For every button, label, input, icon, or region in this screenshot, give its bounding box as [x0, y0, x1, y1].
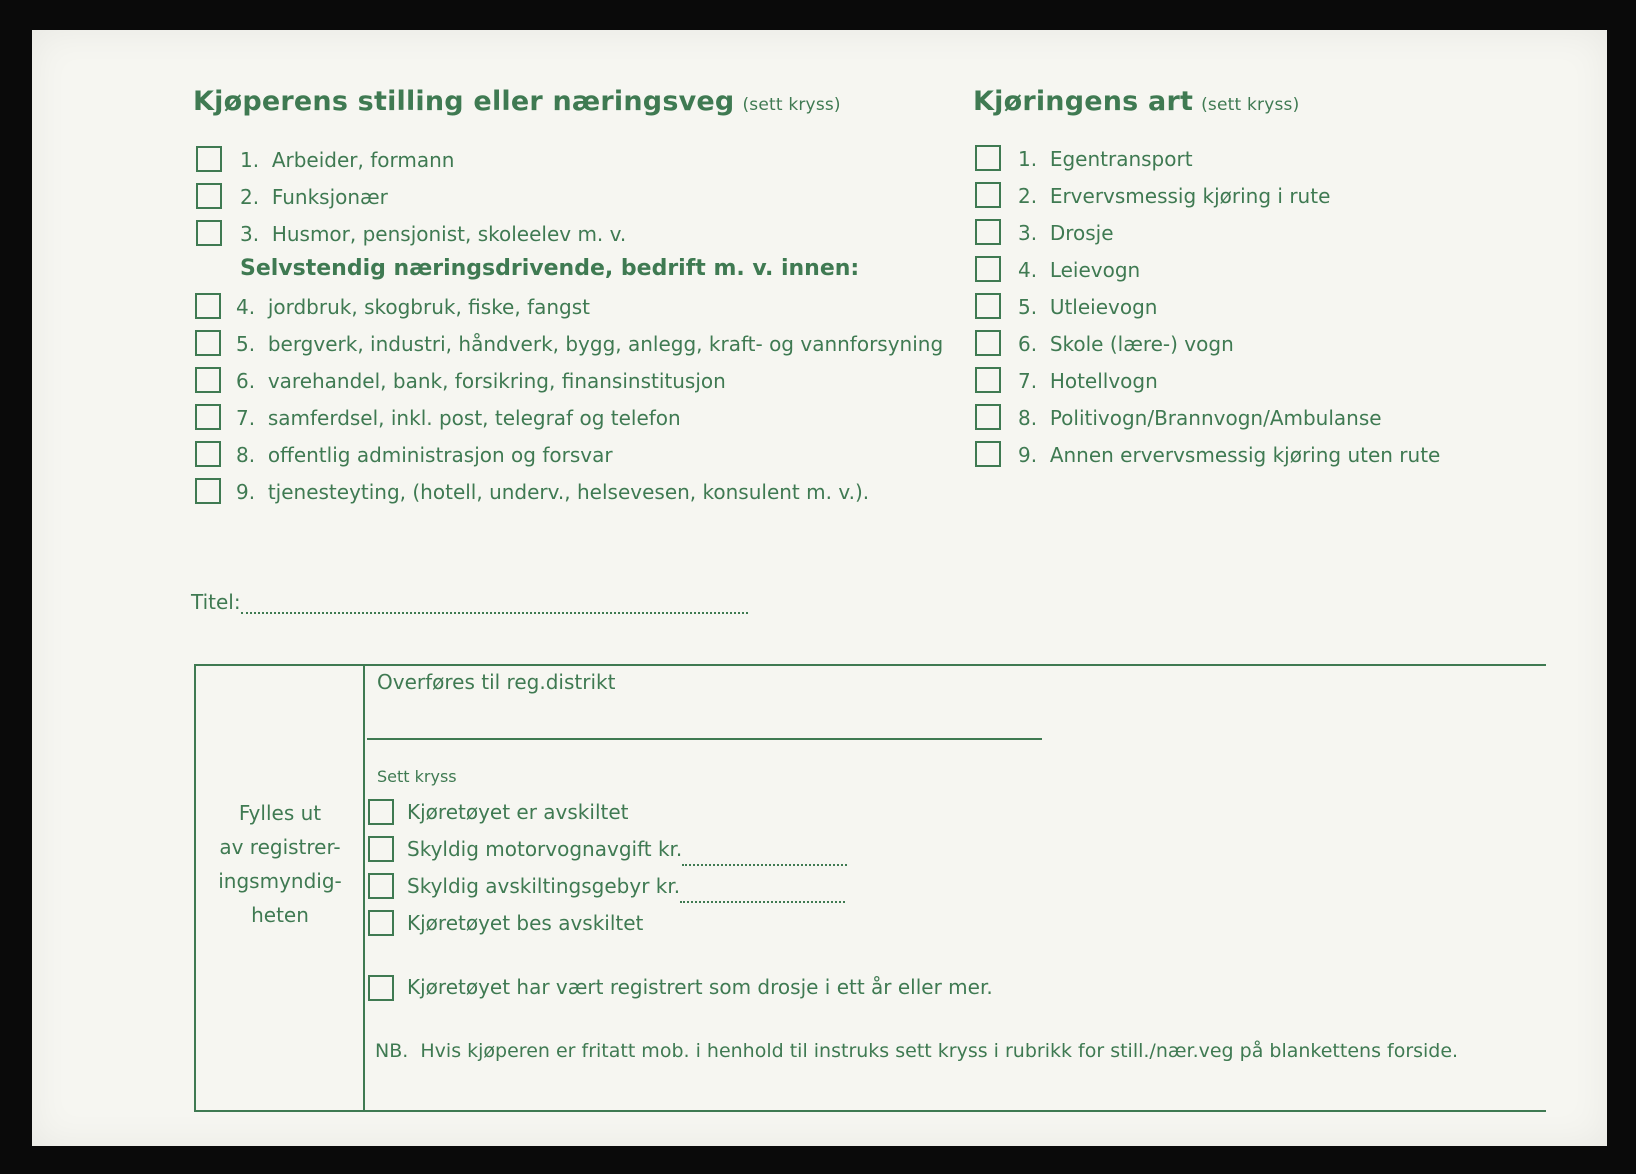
registry-check-label	[407, 832, 847, 866]
option-number: 7.	[236, 406, 256, 430]
buyer-occupation-heading	[193, 86, 841, 117]
driving-type-option-label	[1018, 401, 1382, 435]
option-number: 7.	[1018, 369, 1038, 393]
option-text: samferdsel, inkl. post, telegraf og telefon	[267, 406, 681, 430]
option-text: Hotellvogn	[1049, 369, 1158, 393]
sett-kryss-label: Sett kryss	[377, 767, 457, 786]
driving-type-option-checkbox[interactable]	[975, 256, 1001, 282]
amount-dotted-line[interactable]	[680, 883, 845, 903]
registry-check-label	[407, 795, 629, 829]
drosje-checkbox[interactable]	[368, 975, 394, 1001]
titel-label: Titel:	[191, 590, 241, 614]
option-number: 1.	[240, 148, 260, 172]
registry-check-text: Kjøretøyet bes avskiltet	[407, 911, 644, 935]
industry-option-label	[236, 290, 590, 324]
option-text: Utleievogn	[1049, 295, 1158, 319]
option-text: varehandel, bank, forsikring, finansinstitusjon	[267, 369, 726, 393]
titel-field[interactable]	[191, 590, 748, 614]
occupation-option-checkbox[interactable]	[196, 220, 222, 246]
driving-type-option-checkbox[interactable]	[975, 441, 1001, 467]
transfer-district-line[interactable]	[367, 738, 1042, 740]
option-number: 2.	[1018, 184, 1038, 208]
driving-type-option-checkbox[interactable]	[975, 145, 1001, 171]
occupation-option-checkbox[interactable]	[196, 146, 222, 172]
driving-type-option-label	[1018, 327, 1234, 361]
heading-note: (sett kryss)	[1201, 95, 1300, 115]
occupation-option-label	[240, 143, 454, 177]
industry-option-checkbox[interactable]	[195, 330, 221, 356]
side-line: ingsmyndig-	[218, 869, 342, 893]
registry-check-checkbox[interactable]	[368, 873, 394, 899]
driving-type-heading	[973, 86, 1299, 117]
option-number: 1.	[1018, 147, 1038, 171]
industry-option-checkbox[interactable]	[195, 293, 221, 319]
option-number: 3.	[240, 222, 260, 246]
driving-type-option-checkbox[interactable]	[975, 219, 1001, 245]
option-text: Husmor, pensjonist, skoleelev m. v.	[271, 222, 627, 246]
registry-check-text: Skyldig motorvognavgift kr.	[407, 837, 683, 861]
industry-option-label	[236, 475, 869, 509]
driving-type-option-label	[1018, 438, 1440, 472]
side-line: av registrer-	[219, 835, 341, 859]
heading-text: Kjøperens stilling eller næringsveg	[193, 86, 735, 117]
driving-type-option-label	[1018, 216, 1114, 250]
option-number: 4.	[236, 295, 256, 319]
industry-option-checkbox[interactable]	[195, 404, 221, 430]
occupation-option-label	[240, 180, 388, 214]
registry-side-label	[200, 796, 360, 932]
option-text: bergverk, industri, håndverk, bygg, anlegg, kraft- og vannforsyning	[267, 332, 944, 356]
option-text: Annen ervervsmessig kjøring uten rute	[1049, 443, 1441, 467]
industry-option-label	[236, 327, 943, 361]
drosje-check-label: Kjøretøyet har vært registrert som drosje i ett år eller mer.	[407, 975, 993, 999]
nb-text: Hvis kjøperen er fritatt mob. i henhold til instruks sett kryss i rubrikk for still./nær.veg på blankettens forside.	[420, 1040, 1459, 1062]
driving-type-option-label	[1018, 290, 1157, 324]
registry-check-checkbox[interactable]	[368, 910, 394, 936]
self-employed-subheading: Selvstendig næringsdrivende, bedrift m. v. innen:	[240, 256, 860, 281]
side-line: Fylles ut	[238, 801, 322, 825]
registry-check-text: Skyldig avskiltingsgebyr kr.	[407, 874, 681, 898]
driving-type-option-label	[1018, 253, 1140, 287]
driving-type-option-checkbox[interactable]	[975, 293, 1001, 319]
industry-option-label	[236, 438, 613, 472]
option-number: 2.	[240, 185, 260, 209]
driving-type-option-label	[1018, 142, 1193, 176]
titel-dotted-line[interactable]	[241, 592, 748, 614]
occupation-option-label	[240, 217, 626, 251]
option-text: Skole (lære-) vogn	[1049, 332, 1234, 356]
driving-type-option-label	[1018, 179, 1330, 213]
occupation-option-checkbox[interactable]	[196, 183, 222, 209]
industry-option-checkbox[interactable]	[195, 478, 221, 504]
driving-type-option-checkbox[interactable]	[975, 182, 1001, 208]
option-number: 5.	[236, 332, 256, 356]
option-number: 3.	[1018, 221, 1038, 245]
transfer-label: Overføres til reg.distrikt	[377, 670, 616, 694]
heading-note: (sett kryss)	[742, 95, 841, 115]
option-number: 8.	[236, 443, 256, 467]
option-text: tjenesteyting, (hotell, underv., helsevesen, konsulent m. v.).	[267, 480, 870, 504]
registry-check-text: Kjøretøyet er avskiltet	[407, 800, 629, 824]
option-text: Arbeider, formann	[271, 148, 455, 172]
option-number: 4.	[1018, 258, 1038, 282]
registry-check-checkbox[interactable]	[368, 799, 394, 825]
bleed-through-text	[1310, 128, 1315, 146]
driving-type-option-checkbox[interactable]	[975, 404, 1001, 430]
option-text: jordbruk, skogbruk, fiske, fangst	[267, 295, 591, 319]
nb-label: NB.	[375, 1040, 409, 1062]
industry-option-label	[236, 401, 681, 435]
option-text: Funksjonær	[271, 185, 388, 209]
option-text: Ervervsmessig kjøring i rute	[1049, 184, 1331, 208]
option-text: Drosje	[1049, 221, 1114, 245]
option-text: offentlig administrasjon og forsvar	[267, 443, 613, 467]
option-number: 6.	[236, 369, 256, 393]
option-number: 9.	[236, 480, 256, 504]
option-text: Leievogn	[1049, 258, 1141, 282]
registry-check-label	[407, 906, 643, 940]
registry-check-checkbox[interactable]	[368, 836, 394, 862]
registry-divider	[363, 664, 365, 1112]
nb-note	[375, 1040, 1458, 1062]
driving-type-option-label	[1018, 364, 1158, 398]
option-number: 8.	[1018, 406, 1038, 430]
option-number: 9.	[1018, 443, 1038, 467]
option-number: 6.	[1018, 332, 1038, 356]
industry-option-checkbox[interactable]	[195, 441, 221, 467]
driving-type-option-checkbox[interactable]	[975, 367, 1001, 393]
industry-option-label	[236, 364, 726, 398]
option-text: Egentransport	[1049, 147, 1193, 171]
amount-dotted-line[interactable]	[682, 846, 847, 866]
option-text: Politivogn/Brannvogn/Ambulanse	[1049, 406, 1382, 430]
option-number: 5.	[1018, 295, 1038, 319]
driving-type-option-checkbox[interactable]	[975, 330, 1001, 356]
side-line: heten	[251, 903, 309, 927]
industry-option-checkbox[interactable]	[195, 367, 221, 393]
registry-check-label	[407, 869, 845, 903]
heading-text: Kjøringens art	[973, 86, 1194, 117]
